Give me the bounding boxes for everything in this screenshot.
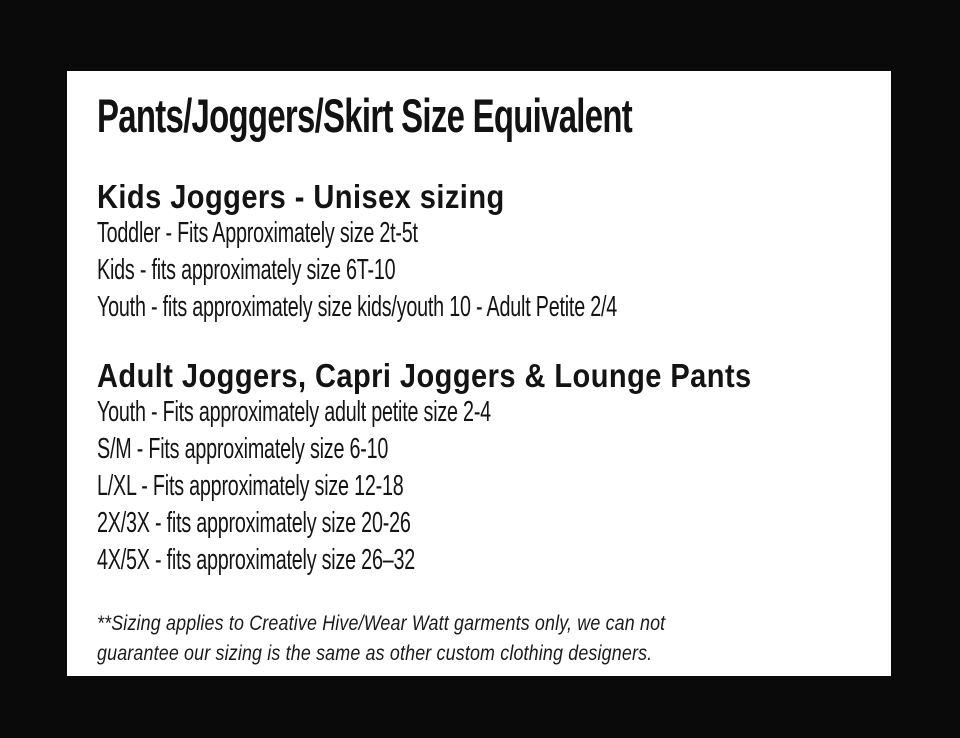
kids-joggers-size-list	[97, 215, 862, 326]
page-title: Pants/Joggers/Skirt Size Equivalent	[97, 89, 632, 142]
section-heading-kids-joggers: Kids Joggers - Unisex sizing	[97, 178, 505, 215]
size-row-l-xl: L/XL - Fits approximately size 12-18	[97, 470, 404, 502]
size-chart-card	[67, 71, 891, 676]
size-row-youth-kids: Youth - fits approximately size kids/youth 10 - Adult Petite 2/4	[97, 291, 618, 323]
size-row-s-m: S/M - Fits approximately size 6-10	[97, 433, 389, 465]
sizing-disclaimer-line-2: guarantee our sizing is the same as other custom clothing designers.	[97, 642, 653, 665]
size-row-kids: Kids - fits approximately size 6T-10	[97, 254, 396, 286]
section-heading-adult-joggers: Adult Joggers, Capri Joggers & Lounge Pants	[97, 357, 752, 394]
size-row-4x-5x: 4X/5X - fits approximately size 26–32	[97, 544, 416, 576]
sizing-disclaimer-line-1: **Sizing applies to Creative Hive/Wear Watt garments only, we can not	[97, 612, 666, 635]
size-row-toddler: Toddler - Fits Approximately size 2t-5t	[97, 217, 418, 249]
size-row-youth-adult: Youth - Fits approximately adult petite size 2-4	[97, 396, 491, 428]
sizing-disclaimer	[97, 609, 665, 669]
adult-joggers-size-list	[97, 394, 676, 579]
size-row-2x-3x: 2X/3X - fits approximately size 20-26	[97, 507, 411, 539]
